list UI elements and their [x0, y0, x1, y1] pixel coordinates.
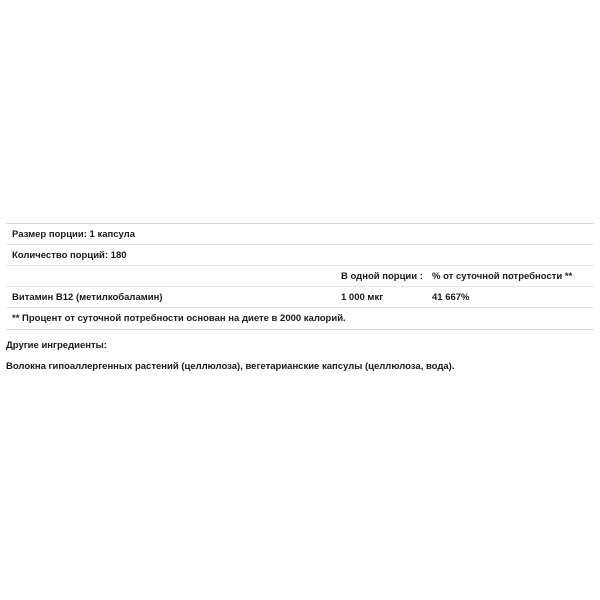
supplement-facts-table [6, 223, 594, 330]
servings-count-row [6, 245, 594, 266]
serving-size-text: Размер порции: 1 капсула [12, 229, 135, 240]
other-ingredients-text: Волокна гипоаллергенных растений (целлюлоза), вегетарианские капсулы (целлюлоза, вода). [6, 361, 455, 372]
other-ingredients-title: Другие ингредиенты: [6, 340, 107, 351]
serving-size-row [6, 224, 594, 245]
footnote-row [6, 308, 594, 329]
servings-count-text: Количество порций: 180 [12, 250, 127, 261]
footnote-text: ** Процент от суточной потребности основан на диете в 2000 калорий. [12, 313, 346, 324]
ingredient-daily-value: 41 667% [432, 292, 470, 303]
daily-value-header: % от суточной потребности ** [432, 271, 573, 282]
table-header-row [6, 266, 594, 287]
table-row [6, 287, 594, 308]
ingredient-name: Витамин B12 (метилкобаламин) [12, 292, 163, 303]
ingredient-amount: 1 000 мкг [341, 292, 384, 303]
per-serving-header: В одной порции : [341, 271, 423, 282]
